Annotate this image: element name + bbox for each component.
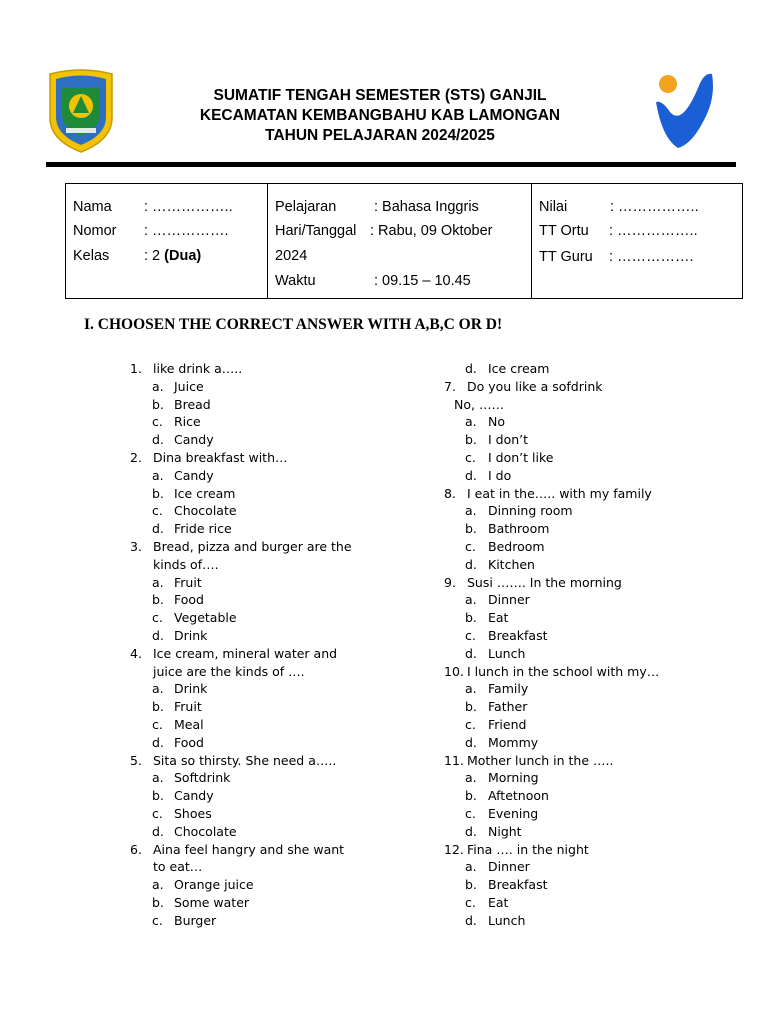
hari-label: Hari/Tanggal [275,223,357,239]
option-text: Food [174,734,204,750]
question-text: Mother lunch in the ….. [467,752,614,768]
subject-cell [268,184,532,298]
document-header [120,86,640,146]
question-text: Dina breakfast with… [153,450,288,465]
option-letter: d. [465,823,477,839]
option-letter: b. [152,396,164,412]
option-letter: c. [465,717,476,732]
option-letter: b. [152,485,164,501]
option-text: Fruit [174,699,202,715]
option-text: Friend [488,717,527,732]
option-letter: a. [465,414,477,430]
option-letter: d. [465,645,477,661]
option-text: Orange juice [174,877,254,893]
option-letter: c. [465,895,476,910]
option-letter: a. [152,467,164,483]
option-text: Burger [174,912,217,928]
option-letter: d. [152,734,164,750]
question-text: Susi ……. In the morning [467,574,622,590]
guru-value: : ……………. [609,249,694,265]
question-extra-text: No, …… [454,396,504,412]
question-number: 5. [130,752,142,768]
ortu-label: TT Ortu [539,223,589,239]
signature-cell [532,184,742,298]
option-letter: d. [465,361,477,376]
option-text: Lunch [488,912,526,928]
option-letter: a. [152,378,164,394]
option-letter: b. [465,432,477,448]
option-text: Drink [174,628,208,643]
question-number: 9. [444,574,456,590]
header-line-2: KECAMATAN KEMBANGBAHU KAB LAMONGAN [199,107,561,124]
question-number: 12. [444,841,464,857]
option-letter: b. [152,699,164,715]
option-text: Bread [174,396,211,412]
option-text: Bedroom [488,539,545,554]
question-text: Sita so thirsty. She need a….. [153,752,337,768]
nilai-label: Nilai [539,199,568,215]
option-text: I don’t [488,432,529,448]
option-letter: c. [152,806,163,821]
option-letter: b. [152,895,164,910]
option-text: Ice cream [174,485,236,501]
question-number: 2. [130,450,142,465]
option-letter: c. [465,450,476,465]
option-letter: a. [465,770,477,786]
ortu-value: : …………….. [609,223,698,239]
option-text: Morning [488,770,539,786]
option-text: Kitchen [488,556,535,572]
option-letter: b. [465,788,477,804]
option-letter: d. [152,432,164,448]
question-text: kinds of…. [153,556,219,572]
question-number: 8. [444,485,456,501]
question-number: 6. [130,841,142,857]
nama-label: Nama [73,199,112,215]
option-text: Dinner [488,592,530,608]
option-letter: a. [152,877,164,893]
nilai-value: : …………….. [610,199,699,215]
kelas-word: (Dua) [164,248,202,264]
question-number: 7. [444,378,456,394]
option-letter: b. [152,592,164,608]
header-line-3: TAHUN PELAJARAN 2024/2025 [265,127,495,144]
option-text: Ice cream [488,361,550,376]
option-text: I do [488,467,512,483]
option-letter: a. [465,592,477,608]
kelas-value [144,248,201,264]
question-text: I lunch in the school with my… [467,663,660,679]
option-text: Some water [174,895,250,910]
section-title: I. CHOOSEN THE CORRECT ANSWER WITH A,B,C OR D! [84,316,503,333]
question-number: 10. [444,663,464,679]
option-text: Meal [174,717,204,732]
student-info-table [65,183,743,299]
option-text: Evening [488,806,539,821]
option-text: Chocolate [174,823,237,839]
option-text: No [488,414,505,430]
nama-value: : …………….. [144,199,233,215]
option-letter: a. [465,681,477,697]
option-text: Breakfast [488,628,548,643]
option-text: Mommy [488,734,539,750]
option-letter: d. [465,556,477,572]
option-letter: b. [465,699,477,715]
option-text: Fruit [174,574,202,590]
option-text: Family [488,681,529,697]
question-text: Ice cream, mineral water and [153,645,338,661]
question-text: I eat in the….. with my family [467,485,652,501]
question-text: Fina …. in the night [467,841,589,857]
waktu-value: : 09.15 – 10.45 [374,273,471,289]
option-text: Aftetnoon [488,788,549,804]
option-text: Fride rice [174,521,232,537]
question-text: Aina feel hangry and she want [153,841,345,857]
option-text: Candy [174,432,214,448]
option-letter: a. [465,859,477,875]
question-number: 1. [130,361,142,376]
option-letter: b. [465,877,477,893]
option-letter: c. [465,806,476,821]
option-text: Vegetable [174,610,237,626]
option-letter: b. [152,788,164,804]
option-letter: a. [152,770,164,786]
option-letter: c. [152,414,163,430]
option-letter: d. [465,467,477,483]
option-letter: a. [152,574,164,590]
option-letter: c. [465,539,476,554]
header-line-1: SUMATIF TENGAH SEMESTER (STS) GANJIL [213,87,547,104]
question-text: to eat… [153,859,203,875]
option-text: Juice [174,378,204,394]
question-number: 11. [444,752,464,768]
option-text: Rice [174,414,201,430]
option-letter: b. [465,610,477,626]
option-letter: c. [152,503,163,519]
hari-value: : Rabu, 09 Oktober [370,223,493,239]
question-text: like drink a….. [153,361,243,376]
student-identity-cell [66,184,268,298]
question-text: Do you like a sofdrink [467,378,603,394]
option-letter: a. [152,681,164,697]
header-divider [46,162,736,167]
option-text: Dinner [488,859,530,875]
option-letter: c. [152,912,163,928]
pelajaran-value: : Bahasa Inggris [374,199,479,215]
regency-crest-icon [46,68,116,154]
question-number: 4. [130,645,142,661]
option-text: Chocolate [174,503,237,519]
option-text: Lunch [488,645,526,661]
option-text: Shoes [174,806,212,821]
option-text: Food [174,592,204,608]
option-letter: c. [152,717,163,732]
option-text: Drink [174,681,208,697]
nomor-value: : ……………. [144,223,229,239]
kelas-number: : 2 [144,248,165,264]
option-text: Softdrink [174,770,231,786]
option-text: Candy [174,467,214,483]
option-letter: d. [152,823,164,839]
question-text: juice are the kinds of …. [153,663,305,679]
option-text: Bathroom [488,521,550,537]
option-text: Eat [488,895,509,910]
option-letter: d. [465,912,477,928]
question-number: 3. [130,539,142,554]
option-letter: d. [465,734,477,750]
option-letter: b. [465,521,477,537]
question-text: Bread, pizza and burger are the [153,539,352,554]
option-text: Father [488,699,528,715]
option-letter: d. [152,521,164,537]
waktu-label: Waktu [275,273,316,289]
guru-label: TT Guru [539,249,593,265]
option-text: Night [488,823,522,839]
hari-year: 2024 [275,248,308,264]
option-text: Candy [174,788,214,804]
kelas-label: Kelas [73,248,110,264]
nomor-label: Nomor [73,223,117,239]
option-letter: c. [465,628,476,643]
option-text: Breakfast [488,877,548,893]
option-text: I don’t like [488,450,554,465]
pelajaran-label: Pelajaran [275,199,337,215]
option-text: Eat [488,610,509,626]
option-text: Dinning room [488,503,573,519]
option-letter: c. [152,610,163,626]
person-figure-logo-icon [648,68,718,152]
option-letter: d. [152,628,164,643]
option-letter: a. [465,503,477,519]
